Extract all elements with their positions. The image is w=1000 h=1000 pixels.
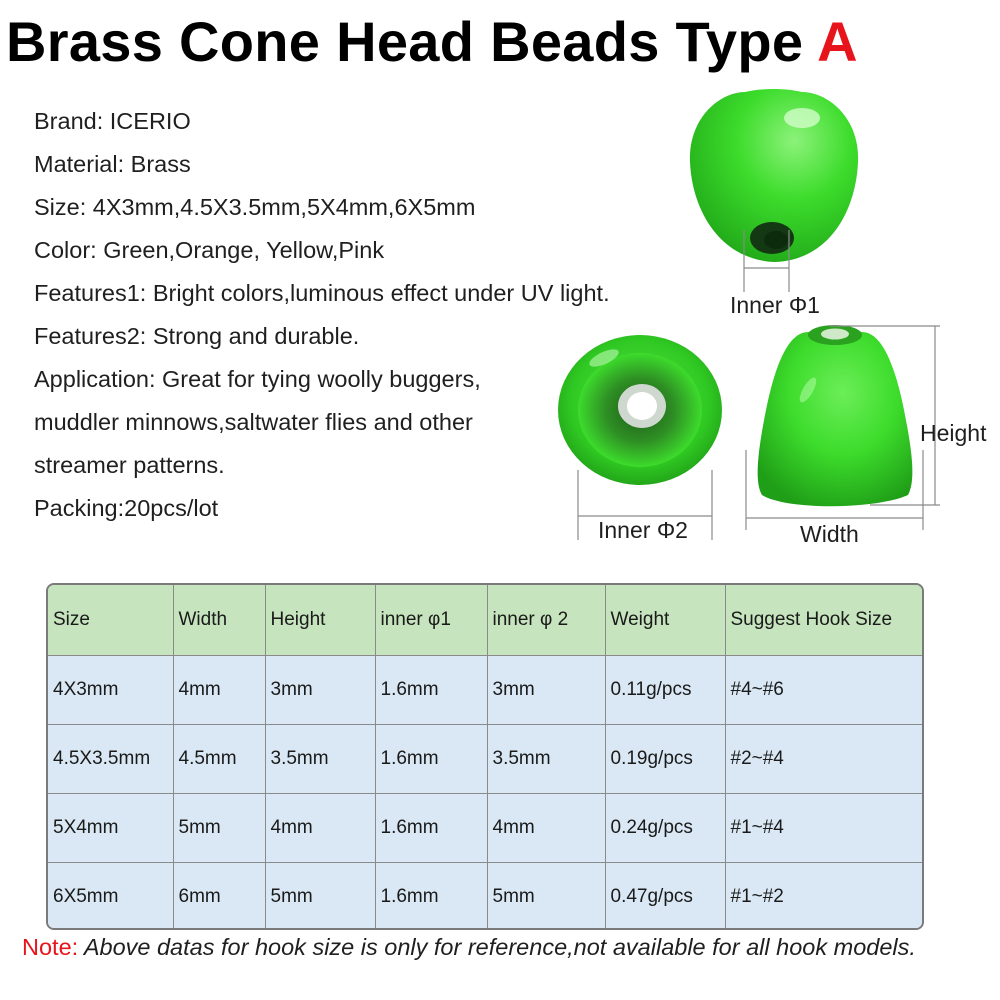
inner-phi1-label: Inner Φ1 xyxy=(730,292,820,318)
cell-hook-size: #1~#2 xyxy=(725,862,922,930)
header-inner-phi2: inner φ 2 xyxy=(487,585,605,655)
header-height: Height xyxy=(265,585,375,655)
cell-hook-size: #4~#6 xyxy=(725,655,922,724)
table-header-row xyxy=(48,585,922,655)
cell-weight: 0.19g/pcs xyxy=(605,724,725,793)
cell-inner-phi1: 1.6mm xyxy=(375,655,487,724)
table-row xyxy=(48,862,922,930)
cell-width: 6mm xyxy=(173,862,265,930)
cell-size: 4X3mm xyxy=(48,655,173,724)
cell-height: 5mm xyxy=(265,862,375,930)
inner-phi2-label: Inner Φ2 xyxy=(598,517,688,543)
cell-size: 6X5mm xyxy=(48,862,173,930)
cell-weight: 0.47g/pcs xyxy=(605,862,725,930)
page-title xyxy=(6,10,858,73)
spec-application-line3: streamer patterns. xyxy=(34,452,225,478)
header-size: Size xyxy=(48,585,173,655)
spec-brand: Brand: ICERIO xyxy=(34,108,191,134)
width-label: Width xyxy=(800,521,859,547)
spec-material: Material: Brass xyxy=(34,151,191,177)
cell-width: 4mm xyxy=(173,655,265,724)
table-row xyxy=(48,724,922,793)
cell-width: 5mm xyxy=(173,793,265,862)
cell-height: 3.5mm xyxy=(265,724,375,793)
footnote xyxy=(22,934,916,961)
note-text: Above datas for hook size is only for reference,not available for all hook models. xyxy=(78,934,916,960)
cell-inner-phi2: 5mm xyxy=(487,862,605,930)
table-row xyxy=(48,793,922,862)
title-main: Brass Cone Head Beads Type xyxy=(6,10,818,73)
cell-inner-phi1: 1.6mm xyxy=(375,793,487,862)
note-label: Note: xyxy=(22,934,79,960)
spec-packing: Packing:20pcs/lot xyxy=(34,495,219,521)
cell-height: 4mm xyxy=(265,793,375,862)
spec-features1: Features1: Bright colors,luminous effect under UV light. xyxy=(34,280,610,306)
spec-application-line2: muddler minnows,saltwater flies and other xyxy=(34,409,473,435)
size-table xyxy=(48,585,922,930)
cell-hook-size: #1~#4 xyxy=(725,793,922,862)
title-accent: A xyxy=(817,10,858,73)
header-suggest-hook-size: Suggest Hook Size xyxy=(725,585,922,655)
cell-weight: 0.11g/pcs xyxy=(605,655,725,724)
table-row xyxy=(48,655,922,724)
cell-width: 4.5mm xyxy=(173,724,265,793)
cell-inner-phi2: 3mm xyxy=(487,655,605,724)
header-width: Width xyxy=(173,585,265,655)
size-table-container xyxy=(46,583,924,930)
cell-inner-phi2: 4mm xyxy=(487,793,605,862)
cell-weight: 0.24g/pcs xyxy=(605,793,725,862)
cell-inner-phi1: 1.6mm xyxy=(375,724,487,793)
header-inner-phi1: inner φ1 xyxy=(375,585,487,655)
cell-inner-phi1: 1.6mm xyxy=(375,862,487,930)
cell-hook-size: #2~#4 xyxy=(725,724,922,793)
spec-size: Size: 4X3mm,4.5X3.5mm,5X4mm,6X5mm xyxy=(34,194,476,220)
cell-inner-phi2: 3.5mm xyxy=(487,724,605,793)
spec-features2: Features2: Strong and durable. xyxy=(34,323,360,349)
bead-diagram xyxy=(540,70,1000,550)
spec-color: Color: Green,Orange, Yellow,Pink xyxy=(34,237,385,263)
bead-front-view xyxy=(558,335,722,485)
height-label: Height xyxy=(920,420,987,446)
cell-size: 4.5X3.5mm xyxy=(48,724,173,793)
bead-top-view xyxy=(690,89,858,262)
header-weight: Weight xyxy=(605,585,725,655)
cell-size: 5X4mm xyxy=(48,793,173,862)
spec-application-line1: Application: Great for tying woolly buggers, xyxy=(34,366,481,392)
cell-height: 3mm xyxy=(265,655,375,724)
bead-side-view xyxy=(758,325,913,506)
